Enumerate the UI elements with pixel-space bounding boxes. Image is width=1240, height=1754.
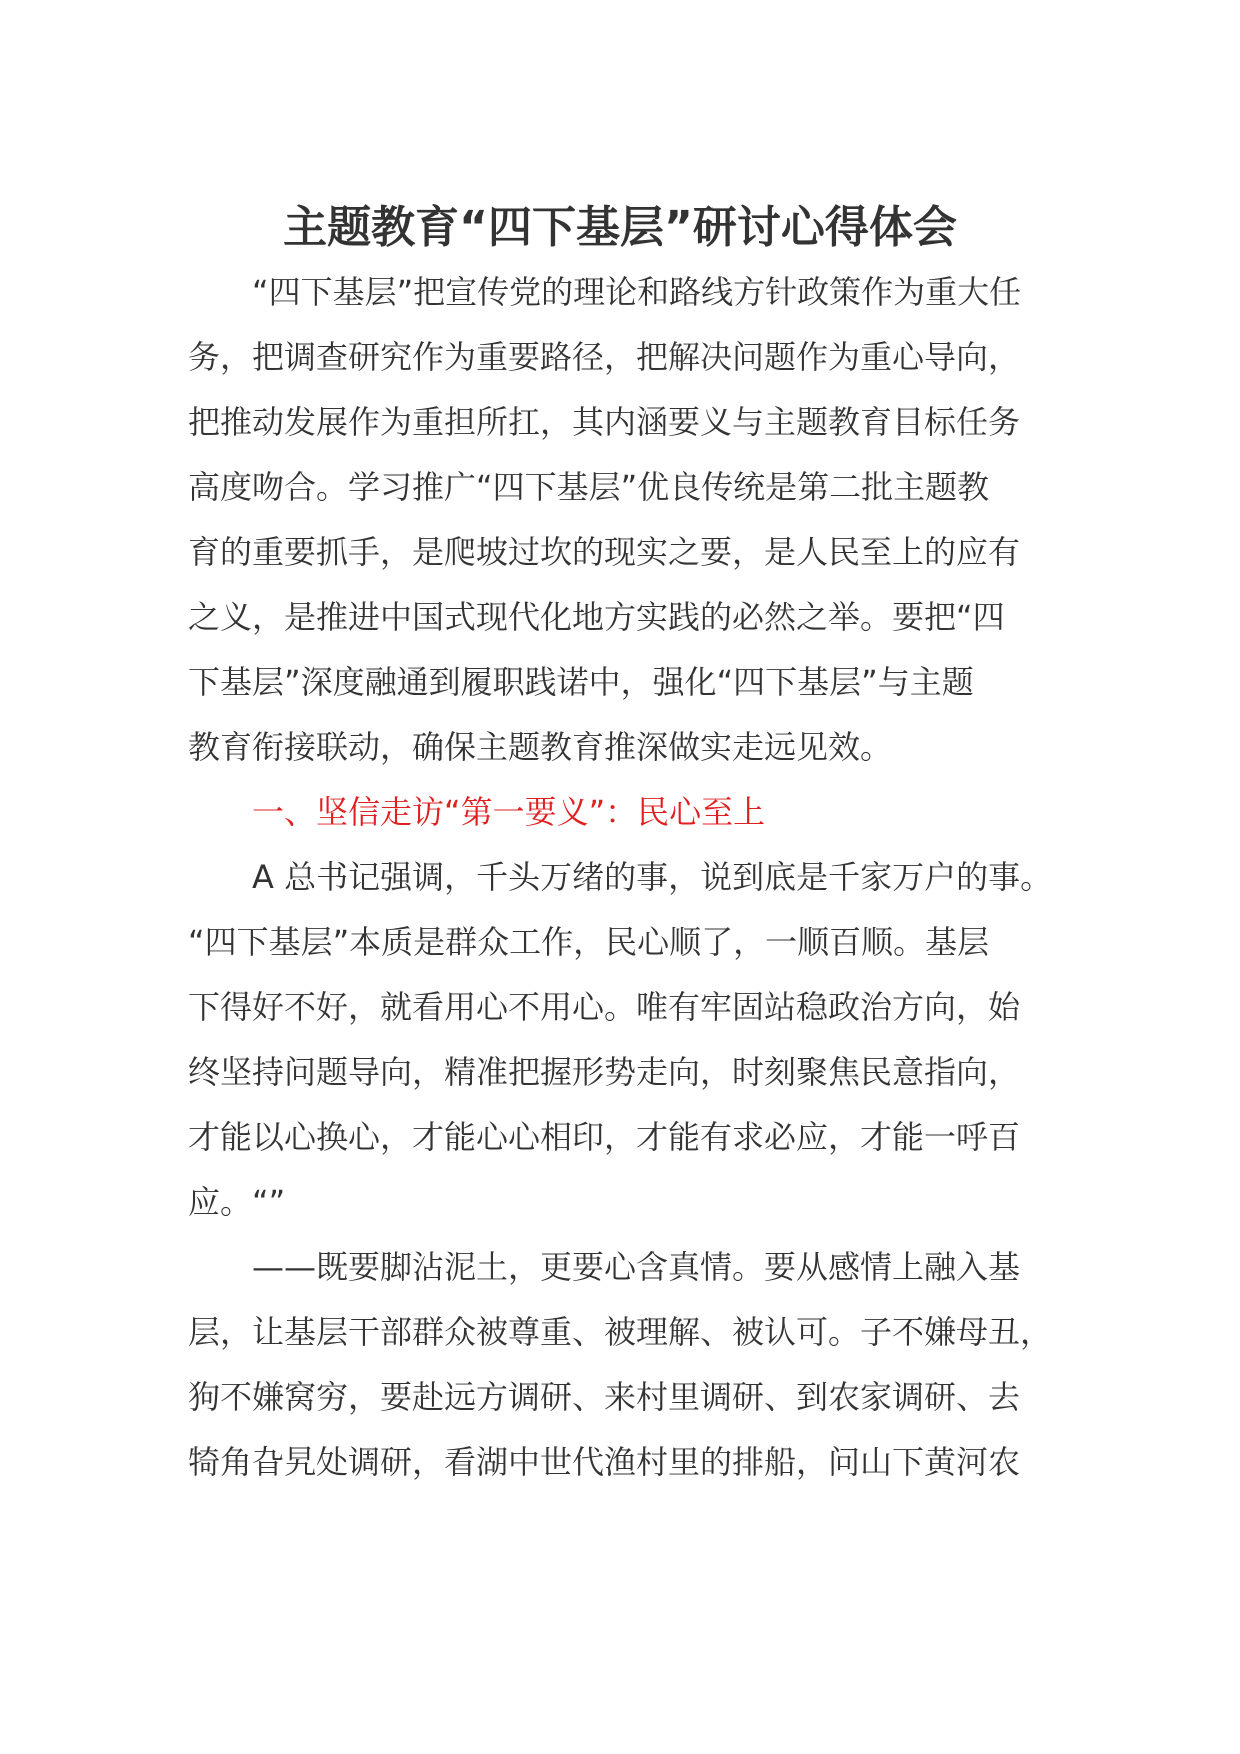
paragraph-line: 育的重要抓手，是爬坡过坎的现实之要，是人民至上的应有 [188,533,1021,571]
paragraph-line: 高度吻合。学习推广“四下基层”优良传统是第二批主题教 [188,468,990,506]
paragraph-line: A 总书记强调，千头万绪的事，说到底是千家万户的事。 [252,858,1053,896]
paragraph-line: 把推动发展作为重担所扛，其内涵要义与主题教育目标任务 [188,403,1021,441]
paragraph-line: “四下基层”把宣传党的理论和路线方针政策作为重大任 [252,273,1022,311]
paragraph-line: 应。“” [188,1183,286,1221]
paragraph-line: 教育衔接联动，确保主题教育推深做实走远见效。 [188,728,893,766]
paragraph-third [188,1235,1058,1495]
section-heading-text: 一、坚信走访“第一要义”：民心至上 [252,793,766,831]
paragraph-intro [188,260,1058,780]
paragraph-line: 犄角旮旯处调研，看湖中世代渔村里的排船，问山下黄河农 [188,1443,1021,1481]
paragraph-line: 下基层”深度融通到履职践诺中，强化“四下基层”与主题 [188,663,974,701]
paragraph-line: 下得好不好，就看用心不用心。唯有牢固站稳政治方向，始 [188,988,1021,1026]
paragraph-line: 才能以心换心，才能心心相印，才能有求必应，才能一呼百 [188,1118,1021,1156]
paragraph-line: 层，让基层干部群众被尊重、被理解、被认可。子不嫌母丑， [188,1313,1053,1351]
paragraph-line: 务，把调查研究作为重要路径，把解决问题作为重心导向， [188,338,1021,376]
paragraph-second [188,845,1058,1235]
paragraph-line: ——既要脚沾泥土，更要心含真情。要从感情上融入基 [252,1248,1021,1286]
paragraph-line: “四下基层”本质是群众工作，民心顺了，一顺百顺。基层 [188,923,990,961]
paragraph-line: 狗不嫌窝穷，要赴远方调研、来村里调研、到农家调研、去 [188,1378,1021,1416]
paragraph-line: 终坚持问题导向，精准把握形势走向，时刻聚焦民意指向， [188,1053,1021,1091]
document-title: 主题教育“四下基层”研讨心得体会 [283,202,957,253]
section-heading [188,780,1058,845]
paragraph-line: 之义，是推进中国式现代化地方实践的必然之举。要把“四 [188,598,1005,636]
